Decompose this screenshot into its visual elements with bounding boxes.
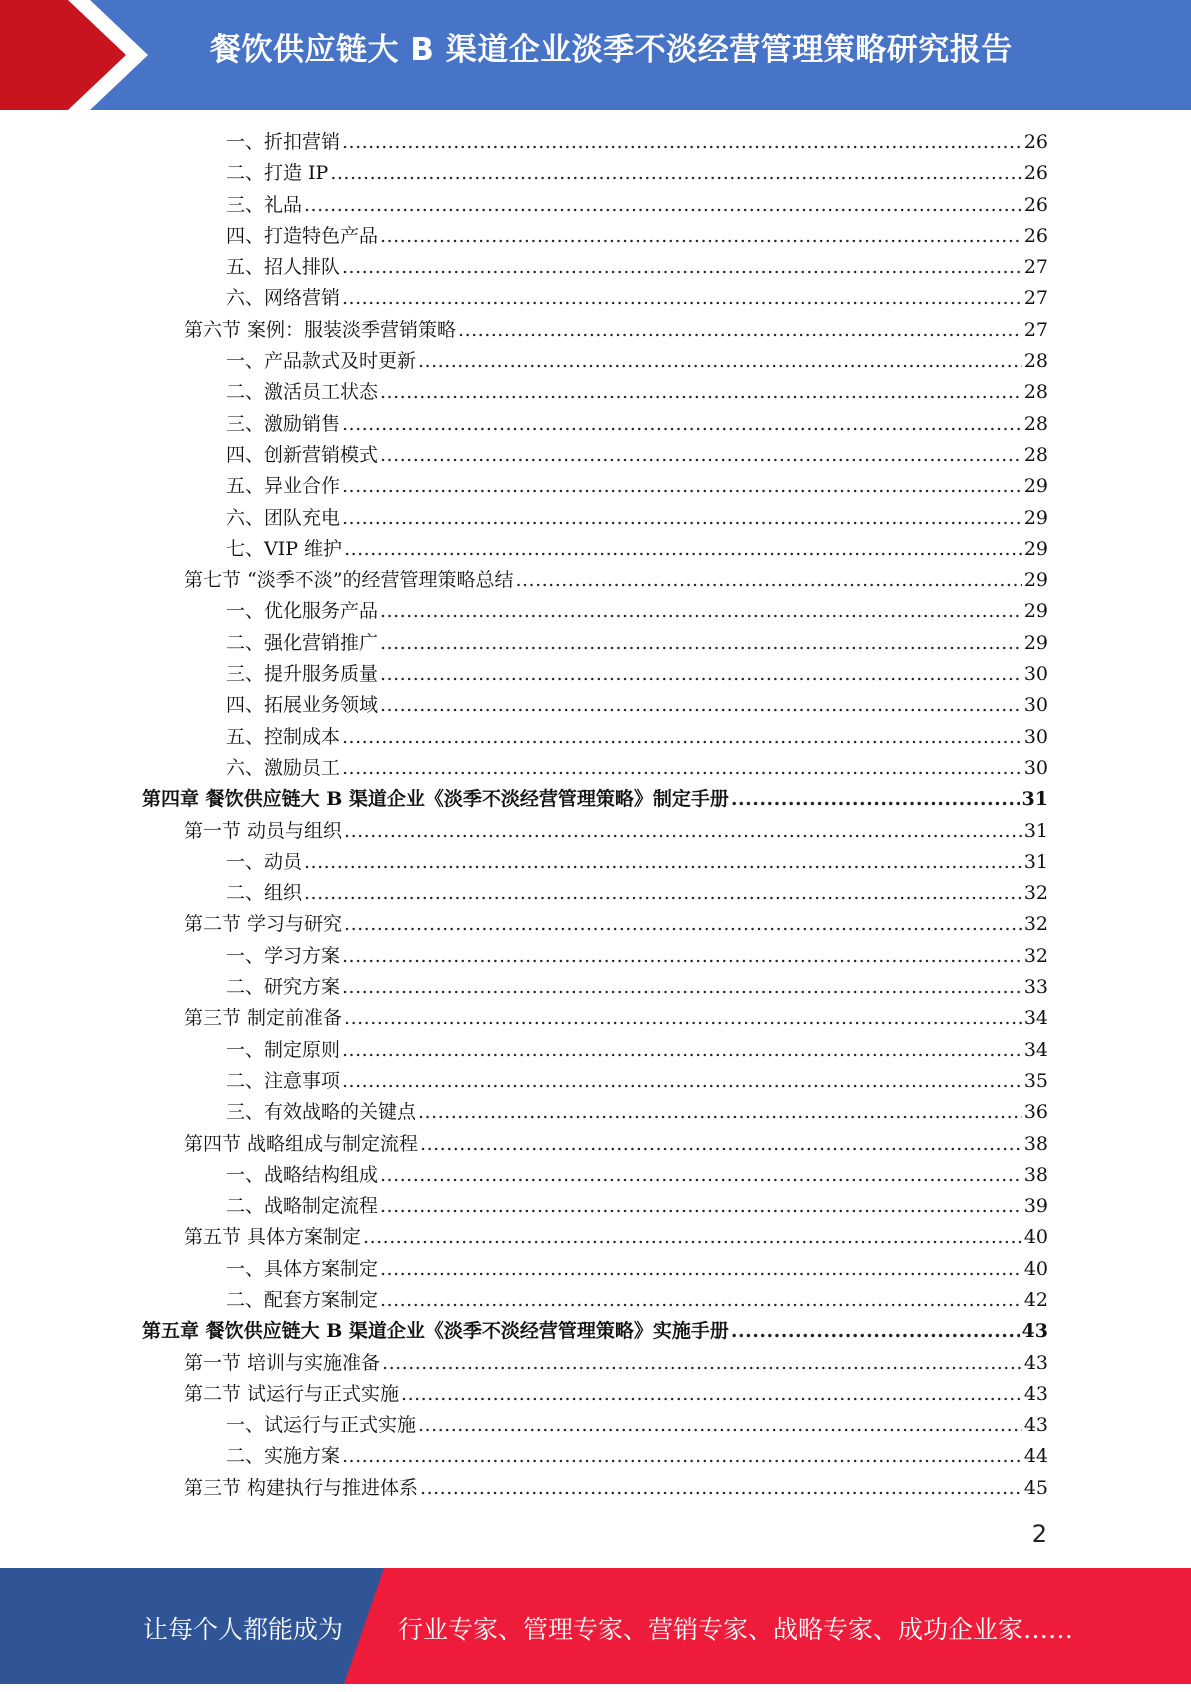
toc-entry-label: 三、礼品	[226, 193, 303, 216]
toc-entry-label: 一、折扣营销	[226, 131, 341, 153]
toc-leader-dots	[342, 1066, 1022, 1097]
toc-leader-dots	[420, 1473, 1022, 1504]
toc-entry[interactable]	[140, 722, 1048, 753]
toc-leader-dots	[342, 503, 1022, 534]
toc-entry-label: 三、激励销售	[226, 412, 341, 435]
toc-entry[interactable]	[140, 503, 1048, 534]
toc-entry-page: 43	[1023, 1351, 1048, 1374]
toc-entry[interactable]	[140, 534, 1048, 565]
toc-entry[interactable]	[140, 158, 1048, 189]
toc-entry-label: 第一节 培训与实施准备	[184, 1351, 381, 1374]
toc-leader-dots	[380, 1160, 1022, 1191]
toc-entry[interactable]	[140, 596, 1048, 627]
toc-entry-page: 45	[1023, 1476, 1048, 1499]
toc-leader-dots	[418, 1097, 1022, 1128]
toc-entry-page: 29	[1023, 475, 1048, 498]
toc-entry-label: 第五章 餐饮供应链大 B 渠道企业《淡季不淡经营管理策略》实施手册	[142, 1320, 729, 1343]
toc-entry[interactable]	[140, 1003, 1048, 1034]
toc-entry-label: 一、具体方案制定	[226, 1257, 379, 1280]
toc-entry-label: 第六节 案例：服装淡季营销策略	[184, 318, 457, 341]
toc-entry[interactable]	[140, 1160, 1048, 1191]
toc-entry-label: 三、提升服务质量	[226, 663, 379, 686]
toc-entry-label: 一、战略结构组成	[226, 1163, 379, 1186]
toc-entry-label: 第三节 制定前准备	[184, 1007, 343, 1030]
toc-entry-label: 七、VIP 维护	[226, 537, 343, 560]
toc-leader-dots	[342, 252, 1022, 283]
toc-entry-page: 29	[1023, 569, 1048, 592]
toc-entry-label: 一、制定原则	[226, 1038, 341, 1061]
toc-entry-label: 二、配套方案制定	[226, 1288, 379, 1311]
toc-entry-page: 40	[1023, 1226, 1048, 1249]
toc-entry[interactable]	[140, 315, 1048, 346]
toc-entry-page: 34	[1023, 1007, 1048, 1030]
toc-entry[interactable]	[140, 690, 1048, 721]
toc-entry[interactable]	[140, 377, 1048, 408]
toc-entry[interactable]	[140, 909, 1048, 940]
report-title: 餐饮供应链大 B 渠道企业淡季不淡经营管理策略研究报告	[210, 32, 1013, 68]
toc-entry[interactable]	[140, 190, 1048, 221]
toc-entry[interactable]	[140, 283, 1048, 314]
toc-entry-label: 五、异业合作	[226, 475, 341, 498]
toc-leader-dots	[380, 659, 1022, 690]
toc-entry-page: 31	[1023, 819, 1048, 842]
toc-entry-page: 35	[1023, 1069, 1048, 1092]
toc-leader-dots	[515, 565, 1021, 596]
toc-leader-dots	[418, 346, 1022, 377]
toc-entry[interactable]	[140, 847, 1048, 878]
toc-entry-page: 36	[1023, 1101, 1048, 1124]
footer-slogan-left: 让每个人都能成为	[143, 1615, 344, 1644]
toc-leader-dots	[380, 1285, 1022, 1316]
toc-leader-dots	[342, 283, 1022, 314]
toc-leader-dots	[342, 127, 1022, 158]
toc-entry-page: 31	[1023, 850, 1048, 873]
toc-entry-label: 第二节 学习与研究	[184, 913, 343, 936]
toc-entry[interactable]	[140, 1473, 1048, 1504]
toc-entry-label: 五、控制成本	[226, 725, 341, 748]
toc-entry-page: 32	[1023, 882, 1048, 905]
toc-leader-dots	[344, 816, 1022, 847]
toc-entry-page: 43	[1023, 1414, 1048, 1437]
toc-leader-dots	[363, 1222, 1022, 1253]
toc-leader-dots	[382, 1348, 1022, 1379]
toc-entry[interactable]	[140, 221, 1048, 252]
toc-entry-page: 28	[1023, 443, 1048, 466]
toc-entry-label: 二、打造 IP	[226, 162, 329, 185]
toc-entry-page: 43	[1023, 1382, 1048, 1405]
toc-leader-dots	[458, 315, 1022, 346]
toc-entry[interactable]	[140, 659, 1048, 690]
toc-entry-page: 26	[1023, 162, 1048, 185]
toc-entry-page: 30	[1023, 725, 1048, 748]
toc-entry-label: 一、试运行与正式实施	[226, 1414, 417, 1437]
toc-entry[interactable]	[140, 1441, 1048, 1472]
toc-entry-label: 六、激励员工	[226, 756, 341, 779]
toc-entry-page: 26	[1023, 193, 1048, 216]
toc-entry[interactable]	[140, 1254, 1048, 1285]
toc-entry-label: 第四节 战略组成与制定流程	[184, 1132, 419, 1155]
toc-leader-dots	[731, 784, 1020, 815]
toc-entry-label: 一、动员	[226, 850, 303, 873]
toc-entry-label: 二、强化营销推广	[226, 631, 379, 654]
toc-entry-label: 二、激活员工状态	[226, 381, 379, 404]
toc-entry-label: 一、产品款式及时更新	[226, 350, 417, 373]
toc-leader-dots	[342, 972, 1022, 1003]
toc-leader-dots	[342, 753, 1022, 784]
toc-entry-page: 38	[1023, 1163, 1048, 1186]
toc-entry-label: 一、学习方案	[226, 944, 341, 967]
toc-entry-label: 五、招人排队	[226, 256, 341, 279]
toc-entry-page: 34	[1023, 1038, 1048, 1061]
toc-leader-dots	[304, 190, 1022, 221]
toc-entry-page: 29	[1023, 506, 1048, 529]
toc-entry-label: 第三节 构建执行与推进体系	[184, 1476, 419, 1499]
toc-leader-dots	[380, 596, 1022, 627]
toc-entry-label: 第四章 餐饮供应链大 B 渠道企业《淡季不淡经营管理策略》制定手册	[142, 788, 729, 811]
toc-entry[interactable]	[140, 784, 1048, 815]
toc-leader-dots	[342, 409, 1022, 440]
toc-entry-page: 27	[1023, 318, 1048, 341]
toc-leader-dots	[344, 534, 1022, 565]
toc-entry-page: 26	[1023, 224, 1048, 247]
toc-entry-label: 一、优化服务产品	[226, 600, 379, 623]
toc-entry-page: 40	[1023, 1257, 1048, 1280]
toc-entry-label: 二、战略制定流程	[226, 1195, 379, 1218]
toc-entry-label: 二、组织	[226, 882, 303, 905]
toc-entry-page: 38	[1023, 1132, 1048, 1155]
toc-entry-label: 第二节 试运行与正式实施	[184, 1382, 400, 1405]
toc-entry[interactable]	[140, 1191, 1048, 1222]
toc-entry-page: 31	[1021, 788, 1048, 811]
footer-slogan-right: 行业专家、管理专家、营销专家、战略专家、成功企业家……	[398, 1615, 1074, 1644]
toc-entry-label: 第一节 动员与组织	[184, 819, 343, 842]
toc-entry-label: 六、网络营销	[226, 287, 341, 310]
toc-entry-label: 四、打造特色产品	[226, 224, 379, 247]
toc-leader-dots	[342, 941, 1022, 972]
toc-entry-label: 第七节 “淡季不淡”的经营管理策略总结	[184, 569, 514, 592]
toc-entry-page: 39	[1023, 1195, 1048, 1218]
toc-leader-dots	[330, 158, 1021, 189]
toc-leader-dots	[342, 1441, 1022, 1472]
toc-leader-dots	[380, 440, 1022, 471]
toc-entry[interactable]	[140, 1348, 1048, 1379]
toc-entry-label: 六、团队充电	[226, 506, 341, 529]
toc-entry[interactable]	[140, 1129, 1048, 1160]
toc-entry-label: 四、创新营销模式	[226, 443, 379, 466]
toc-entry[interactable]	[140, 1066, 1048, 1097]
toc-leader-dots	[344, 909, 1022, 940]
toc-entry-page: 27	[1023, 287, 1048, 310]
toc-entry-label: 第五节 具体方案制定	[184, 1226, 362, 1249]
toc-leader-dots	[380, 377, 1022, 408]
toc-entry[interactable]	[140, 1222, 1048, 1253]
toc-entry-label: 二、注意事项	[226, 1069, 341, 1092]
toc-entry-page: 32	[1023, 913, 1048, 936]
toc-leader-dots	[344, 1003, 1022, 1034]
toc-entry-label: 二、研究方案	[226, 976, 341, 999]
toc-entry[interactable]	[140, 409, 1048, 440]
toc-leader-dots	[420, 1129, 1022, 1160]
toc-leader-dots	[731, 1316, 1020, 1347]
toc-entry-label: 二、实施方案	[226, 1445, 341, 1468]
toc-entry-page: 42	[1023, 1288, 1048, 1311]
toc-entry[interactable]	[140, 941, 1048, 972]
toc-entry[interactable]	[140, 628, 1048, 659]
toc-entry[interactable]	[140, 252, 1048, 283]
toc-leader-dots	[418, 1410, 1022, 1441]
toc-leader-dots	[380, 221, 1022, 252]
toc-entry[interactable]	[140, 1316, 1048, 1347]
toc-entry[interactable]	[140, 1379, 1048, 1410]
toc-entry-page: 30	[1023, 694, 1048, 717]
toc-entry[interactable]	[140, 127, 1048, 158]
toc-entry-label: 三、有效战略的关键点	[226, 1101, 417, 1124]
toc-entry-page: 28	[1023, 412, 1048, 435]
toc-entry-page: 29	[1023, 537, 1048, 560]
toc-entry-page: 44	[1023, 1445, 1048, 1468]
toc-leader-dots	[401, 1379, 1022, 1410]
toc-entry[interactable]	[140, 440, 1048, 471]
toc-entry[interactable]	[140, 1285, 1048, 1316]
toc-leader-dots	[304, 847, 1022, 878]
toc-entry[interactable]	[140, 972, 1048, 1003]
toc-entry-page: 29	[1023, 631, 1048, 654]
toc-entry-page: 29	[1023, 600, 1048, 623]
toc-entry-page: 30	[1023, 663, 1048, 686]
toc-entry-page: 32	[1023, 944, 1048, 967]
toc-entry[interactable]	[140, 565, 1048, 596]
table-of-contents	[140, 127, 1048, 1504]
page-header	[0, 0, 1191, 110]
toc-entry-label: 四、拓展业务领域	[226, 694, 379, 717]
page-number: 2	[1031, 1520, 1047, 1548]
toc-entry-page: 27	[1023, 256, 1048, 279]
toc-leader-dots	[380, 1191, 1022, 1222]
toc-entry[interactable]	[140, 1410, 1048, 1441]
toc-leader-dots	[304, 878, 1022, 909]
toc-entry[interactable]	[140, 878, 1048, 909]
toc-entry-page: 28	[1023, 381, 1048, 404]
toc-leader-dots	[342, 1035, 1022, 1066]
toc-entry[interactable]	[140, 1035, 1048, 1066]
page-footer	[0, 1568, 1191, 1684]
toc-entry[interactable]	[140, 346, 1048, 377]
toc-leader-dots	[380, 1254, 1022, 1285]
toc-leader-dots	[342, 722, 1022, 753]
toc-entry[interactable]	[140, 816, 1048, 847]
toc-leader-dots	[380, 690, 1022, 721]
toc-entry[interactable]	[140, 1097, 1048, 1128]
toc-entry-page: 30	[1023, 756, 1048, 779]
toc-leader-dots	[380, 628, 1022, 659]
toc-entry-page: 43	[1021, 1320, 1048, 1343]
toc-leader-dots	[342, 471, 1022, 502]
toc-entry[interactable]	[140, 753, 1048, 784]
toc-entry[interactable]	[140, 471, 1048, 502]
toc-entry-page: 26	[1023, 131, 1048, 153]
toc-entry-page: 28	[1023, 350, 1048, 373]
toc-entry-page: 33	[1023, 976, 1048, 999]
